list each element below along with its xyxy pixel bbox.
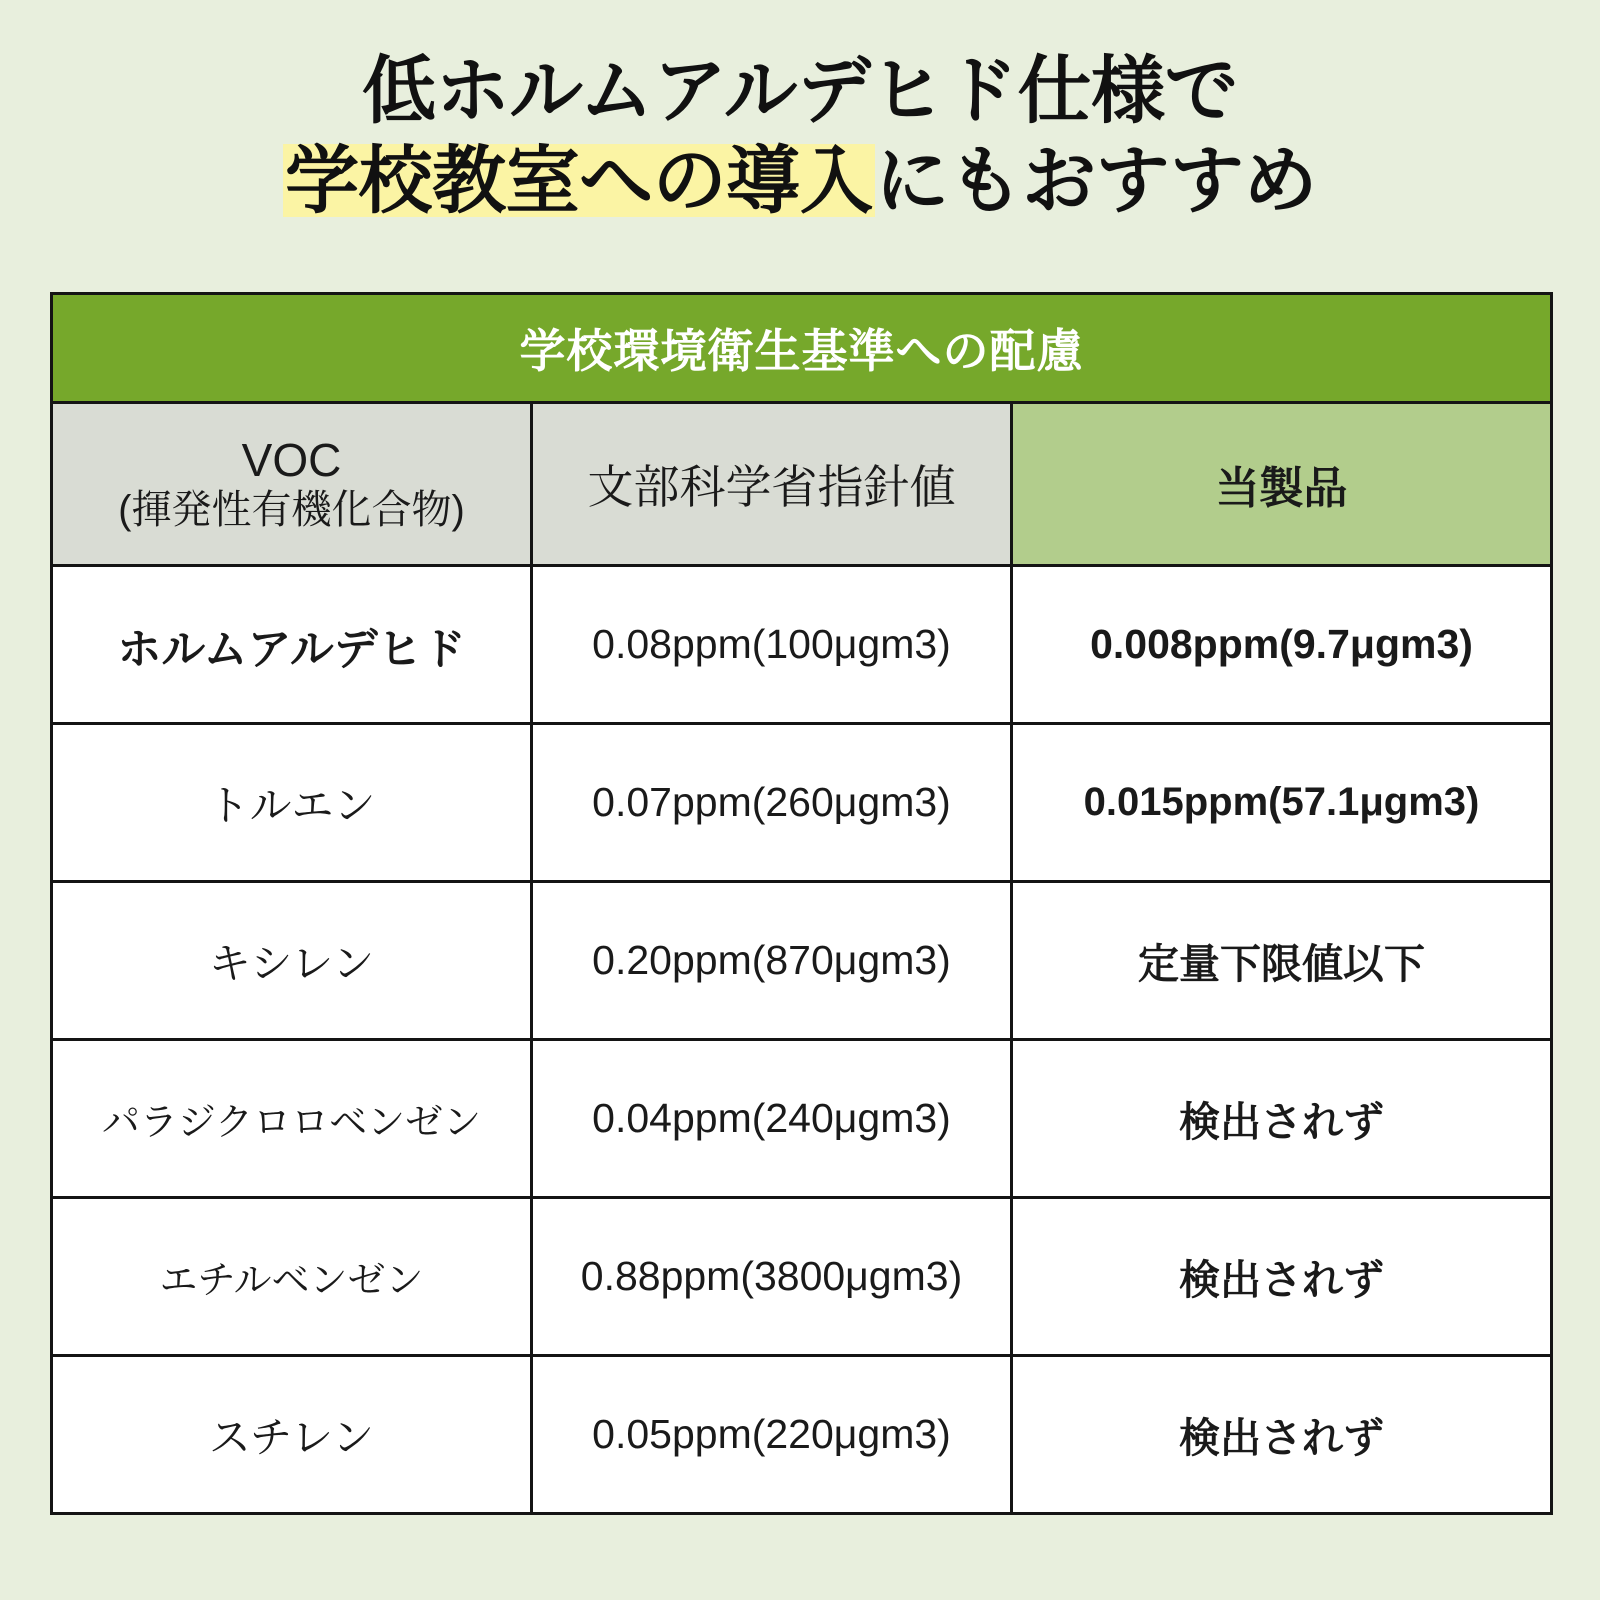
table-row [52, 566, 1552, 724]
cell-product-value: 検出されず [1012, 1040, 1552, 1198]
cell-guideline-value: 0.05ppm(220μgm3) [532, 1356, 1012, 1514]
table-row [52, 1198, 1552, 1356]
cell-product-value: 検出されず [1012, 1198, 1552, 1356]
cell-product-value: 検出されず [1012, 1356, 1552, 1514]
headline-line-1: 低ホルムアルデヒド仕様で [361, 49, 1239, 132]
column-header-voc-sub: (揮発性有機化合物) [118, 488, 465, 533]
column-header-guideline [532, 403, 1012, 566]
cell-voc-name: ホルムアルデヒド [52, 566, 532, 724]
cell-guideline-value: 0.20ppm(870μgm3) [532, 882, 1012, 1040]
cell-voc-name: エチルベンゼン [52, 1198, 532, 1356]
table-row [52, 1040, 1552, 1198]
voc-table-container [50, 292, 1550, 1515]
cell-guideline-value: 0.88ppm(3800μgm3) [532, 1198, 1012, 1356]
cell-voc-name: スチレン [52, 1356, 532, 1514]
cell-voc-name: トルエン [52, 724, 532, 882]
table-banner: 学校環境衛生基準への配慮 [52, 294, 1552, 403]
cell-voc-name: キシレン [52, 882, 532, 1040]
cell-product-value: 定量下限値以下 [1012, 882, 1552, 1040]
column-header-voc [52, 403, 532, 566]
cell-product-value: 0.015ppm(57.1μgm3) [1012, 724, 1552, 882]
table-banner-row [52, 294, 1552, 403]
cell-guideline-value: 0.07ppm(260μgm3) [532, 724, 1012, 882]
page-title [0, 0, 1600, 227]
cell-guideline-value: 0.04ppm(240μgm3) [532, 1040, 1012, 1198]
cell-voc-name: パラジクロロベンゼン [52, 1040, 532, 1198]
column-header-guideline-label: 文部科学省指針値 [587, 461, 956, 513]
headline-highlight: 学校教室への導入 [285, 139, 874, 223]
column-header-voc-main: VOC [241, 433, 342, 486]
table-row [52, 724, 1552, 882]
headline-line-2 [0, 136, 1600, 226]
headline-line-2-rest: にもおすすめ [875, 139, 1317, 223]
table-row [52, 882, 1552, 1040]
cell-product-value: 0.008ppm(9.7μgm3) [1012, 566, 1552, 724]
column-header-product [1012, 403, 1552, 566]
table-row [52, 1356, 1552, 1514]
table-header-row [52, 403, 1552, 566]
column-header-product-label: 当製品 [1215, 464, 1348, 513]
cell-guideline-value: 0.08ppm(100μgm3) [532, 566, 1012, 724]
voc-table [50, 292, 1553, 1515]
